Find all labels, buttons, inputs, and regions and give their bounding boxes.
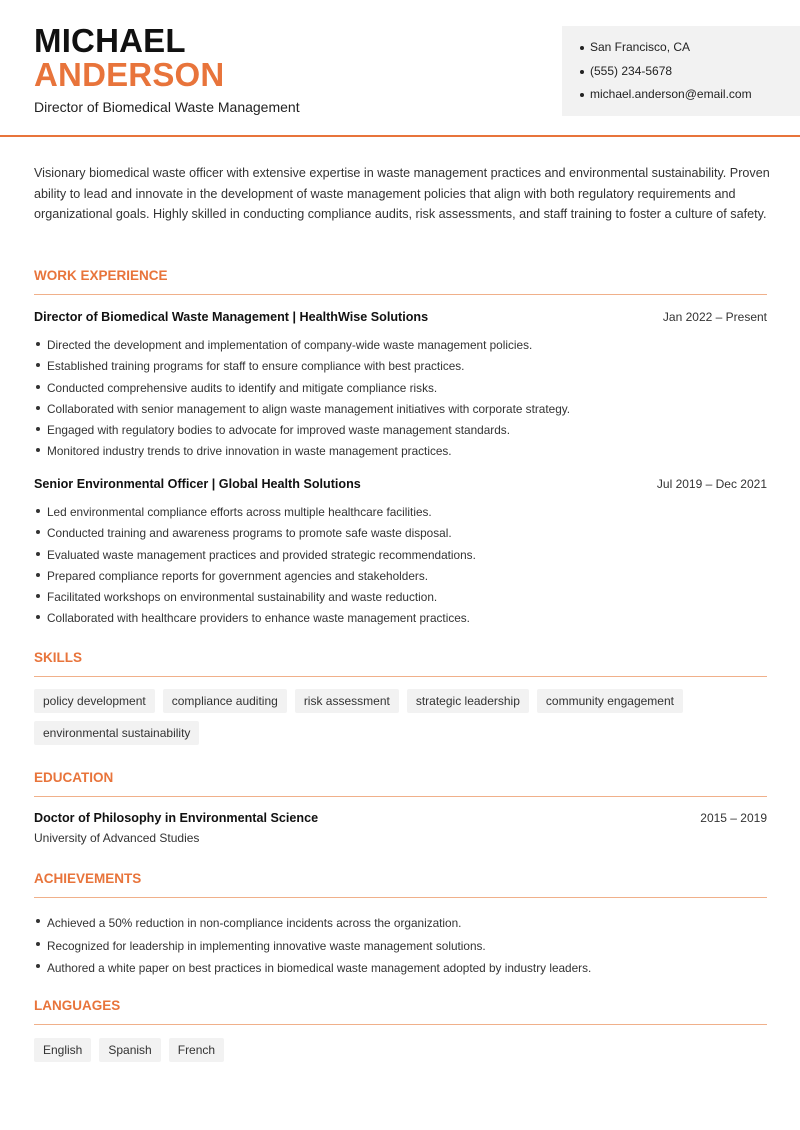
education-dates: 2015 – 2019 — [700, 811, 767, 825]
job-2-role: Senior Environmental Officer | Global Health Solutions — [34, 477, 361, 491]
education-school: University of Advanced Studies — [34, 831, 200, 845]
contact-location: San Francisco, CA — [580, 38, 800, 62]
list-item: Collaborated with senior management to align waste management initiatives with corporate strategy. — [34, 399, 767, 420]
skills-heading: SKILLS — [34, 650, 83, 665]
skill-tag: compliance auditing — [163, 689, 287, 713]
skill-tag: policy development — [34, 689, 155, 713]
job-2-bullets — [34, 502, 767, 630]
list-item: Led environmental compliance efforts across multiple healthcare facilities. — [34, 502, 767, 523]
list-item: Engaged with regulatory bodies to advocate for improved waste management standards. — [34, 420, 767, 441]
skill-tag: community engagement — [537, 689, 683, 713]
section-divider — [34, 796, 767, 797]
contact-box — [562, 26, 800, 116]
job-1-dates: Jan 2022 – Present — [662, 310, 767, 324]
list-item: Collaborated with healthcare providers to enhance waste management practices. — [34, 608, 767, 629]
list-item: Achieved a 50% reduction in non-compliance incidents across the organization. — [34, 912, 767, 935]
list-item: Monitored industry trends to drive innovation in waste management practices. — [34, 441, 767, 462]
job-2-dates: Jul 2019 – Dec 2021 — [656, 477, 767, 491]
skill-tag: environmental sustainability — [34, 721, 199, 745]
job-1-bullets — [34, 335, 767, 463]
list-item: Evaluated waste management practices and provided strategic recommendations. — [34, 545, 767, 566]
section-divider — [34, 897, 767, 898]
first-name: MICHAEL — [34, 22, 186, 59]
achievements-list — [34, 912, 767, 980]
work-experience-heading: WORK EXPERIENCE — [34, 268, 168, 283]
list-item: Recognized for leadership in implementing innovative waste management solutions. — [34, 935, 767, 958]
education-degree: Doctor of Philosophy in Environmental Science — [34, 811, 319, 825]
job-1-role: Director of Biomedical Waste Management | HealthWise Solutions — [34, 310, 429, 324]
languages-heading: LANGUAGES — [34, 998, 121, 1013]
language-tag: English — [34, 1038, 91, 1062]
achievements-heading: ACHIEVEMENTS — [34, 871, 142, 886]
list-item: Established training programs for staff to ensure compliance with best practices. — [34, 356, 767, 377]
section-divider — [34, 294, 767, 295]
list-item: Directed the development and implementation of company-wide waste management policies. — [34, 335, 767, 356]
job-1-header — [34, 310, 767, 324]
skills-tags — [34, 689, 774, 745]
list-item: Facilitated workshops on environmental sustainability and waste reduction. — [34, 587, 767, 608]
list-item: Conducted training and awareness programs to promote safe waste disposal. — [34, 523, 767, 544]
education-heading: EDUCATION — [34, 770, 114, 785]
list-item: Authored a white paper on best practices in biomedical waste management adopted by industry leaders. — [34, 957, 767, 980]
skill-tag: risk assessment — [295, 689, 399, 713]
section-divider — [34, 676, 767, 677]
last-name: ANDERSON — [34, 56, 225, 93]
language-tag: Spanish — [99, 1038, 160, 1062]
skill-tag: strategic leadership — [407, 689, 529, 713]
list-item: Conducted comprehensive audits to identify and mitigate compliance risks. — [34, 378, 767, 399]
list-item: Prepared compliance reports for government agencies and stakeholders. — [34, 566, 767, 587]
resume-header — [0, 0, 800, 137]
section-divider — [34, 1024, 767, 1025]
languages-tags — [34, 1038, 774, 1062]
contact-phone: (555) 234-5678 — [580, 62, 800, 86]
job-title: Director of Biomedical Waste Management — [34, 99, 300, 115]
language-tag: French — [169, 1038, 224, 1062]
summary: Visionary biomedical waste officer with extensive expertise in waste management practices and environmental sustainability. Proven ability to lead and innovate in the development of waste management policies that align with both regulatory requirements and organizational goals. Highly skilled in conducting compliance audits, risk assessments, and staff training to foster a culture of safety. — [34, 166, 770, 222]
job-2-header — [34, 477, 767, 491]
contact-email[interactable]: michael.anderson@email.com — [580, 85, 800, 109]
